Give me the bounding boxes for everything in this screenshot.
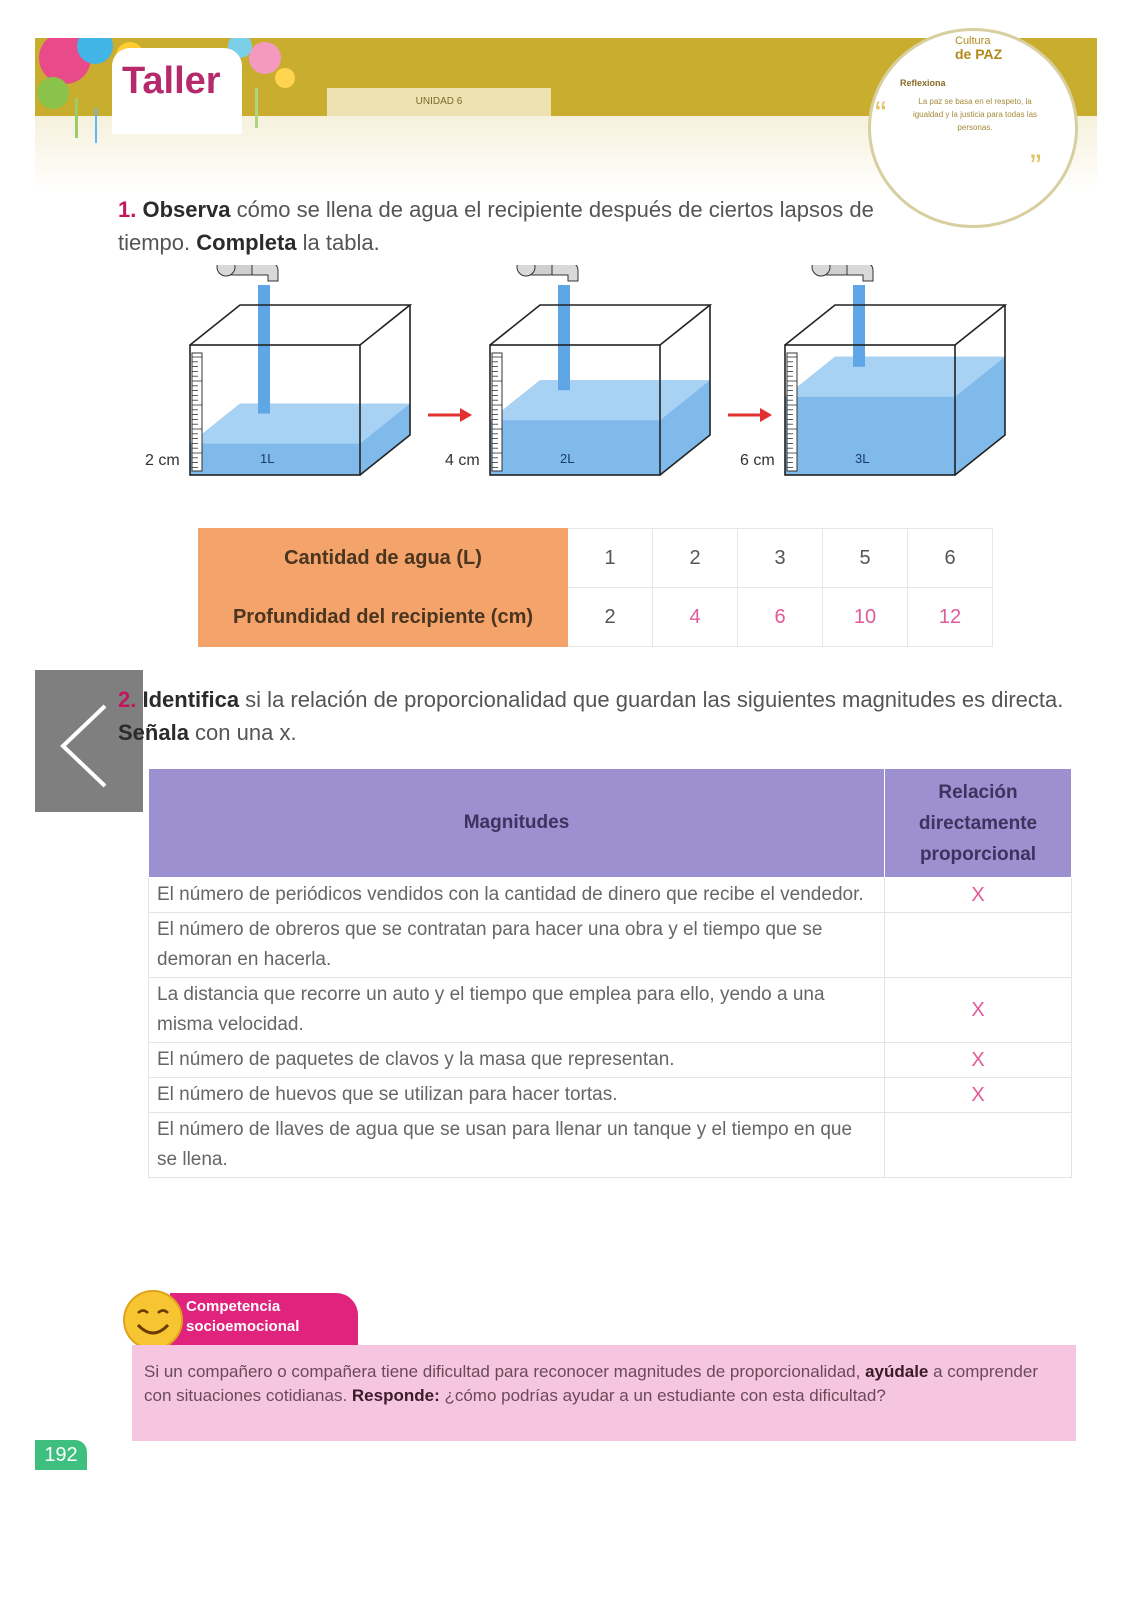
question-2-verb-identifica: Identifica [142, 687, 240, 712]
volume-label: 1L [260, 451, 275, 466]
question-1-number: 1. [118, 197, 137, 222]
question-1-verb-completa: Completa [196, 230, 297, 255]
volume-label: 2L [560, 451, 575, 466]
table-cell: 5 [823, 529, 908, 588]
competencia-label [186, 1297, 299, 1337]
answer-mark [885, 1113, 1072, 1178]
unit-label: UNIDAD 6 [327, 88, 551, 116]
answer-cell: 6 [738, 588, 823, 647]
competencia-label-line2: socioemocional [186, 1318, 300, 1335]
table-row [149, 878, 1072, 913]
magnitude-text: El número de llaves de agua que se usan para llenar un tanque y el tiempo en que se llena. [149, 1113, 885, 1178]
table-row [149, 1043, 1072, 1078]
faucet-spout [552, 265, 578, 281]
competencia-bold-ayudale: ayúdale [865, 1362, 929, 1381]
cultura-paz-title-line1: Cultura [955, 35, 991, 47]
competencia-bold-responde: Responde: [351, 1386, 440, 1405]
column-header-magnitudes: Magnitudes [149, 769, 885, 878]
magnitude-text: El número de obreros que se contratan para hacer una obra y el tiempo que se demoran en hacerla. [149, 913, 885, 978]
competencia-text-b: a comprender con situaciones cotidianas. [144, 1362, 1038, 1405]
question-1-verb-observa: Observa [142, 197, 231, 222]
question-1-text-b: la tabla. [296, 230, 380, 255]
cultura-paz-text: La paz se basa en el respeto, la igualdad y la justicia para todas las personas. [912, 97, 1038, 132]
table-row [149, 1113, 1072, 1178]
answer-mark: X [885, 1043, 1072, 1078]
magnitude-text: El número de huevos que se utilizan para hacer tortas. [149, 1078, 885, 1113]
table-cell: 3 [738, 529, 823, 588]
magnitude-text: La distancia que recorre un auto y el tiempo que emplea para ello, yendo a una misma velocidad. [149, 978, 885, 1043]
table-row [149, 913, 1072, 978]
tank-top-edge [785, 305, 1005, 345]
magnitude-text: El número de periódicos vendidos con la cantidad de dinero que recibe el vendedor. [149, 878, 885, 913]
answer-mark: X [885, 978, 1072, 1043]
row-header-cantidad: Cantidad de agua (L) [199, 529, 568, 588]
arrow-head [760, 408, 772, 422]
tank-top-edge [190, 305, 410, 345]
question-1 [118, 193, 878, 259]
water-tanks-illustration [140, 265, 1040, 505]
answer-cell: 12 [908, 588, 993, 647]
answer-mark: X [885, 1078, 1072, 1113]
open-quote-icon: “ [875, 95, 887, 133]
close-quote-icon: ” [1030, 148, 1042, 186]
competencia-text [144, 1360, 1064, 1408]
answer-cell: 4 [653, 588, 738, 647]
smiley-icon [122, 1289, 184, 1351]
water-stream [853, 285, 865, 367]
table-header-row [149, 769, 1072, 878]
competencia-label-line1: Competencia [186, 1298, 281, 1315]
competencia-text-c: ¿cómo podrías ayudar a un estudiante con esta dificultad? [439, 1386, 886, 1405]
table-row [149, 1078, 1072, 1113]
water-stream [558, 285, 570, 390]
answer-cell: 10 [823, 588, 908, 647]
cultura-paz-title-line2: de PAZ [955, 46, 1003, 62]
table-row [149, 978, 1072, 1043]
competencia-text-a: Si un compañero o compañera tiene dificultad para reconocer magnitudes de proporcionalidad, [144, 1362, 866, 1381]
table-cell: 1 [568, 529, 653, 588]
question-2-text-a: si la relación de proporcionalidad que guardan las siguientes magnitudes es directa. [239, 687, 1064, 712]
table-cell: 6 [908, 529, 993, 588]
table-row [199, 588, 993, 647]
faucet-spout [847, 265, 873, 281]
column-header-relacion: Relación directamente proporcional [885, 769, 1072, 878]
table-row [199, 529, 993, 588]
volume-label: 3L [855, 451, 870, 466]
proportionality-table [148, 768, 1072, 1178]
answer-mark: X [885, 878, 1072, 913]
question-2 [118, 683, 1078, 749]
faucet-spout [252, 265, 278, 281]
magnitude-text: El número de paquetes de clavos y la masa que representan. [149, 1043, 885, 1078]
answer-mark [885, 913, 1072, 978]
depth-label: 6 cm [740, 452, 775, 469]
question-2-number: 2. [118, 687, 137, 712]
water-depth-table [198, 528, 993, 647]
row-header-profundidad: Profundidad del recipiente (cm) [199, 588, 568, 647]
cultura-paz-title [955, 35, 1002, 61]
page-number: 192 [35, 1440, 87, 1470]
question-1-text-a: cómo se llena de agua el recipiente después de ciertos lapsos de tiempo. [118, 197, 874, 255]
cultura-paz-subtitle: Reflexiona [900, 78, 946, 88]
question-2-verb-senala: Señala [118, 720, 189, 745]
table-cell: 2 [653, 529, 738, 588]
arrow-head [460, 408, 472, 422]
question-2-text-b: con una x. [188, 720, 297, 745]
tank-top-edge [490, 305, 710, 345]
depth-label: 4 cm [445, 452, 480, 469]
depth-label: 2 cm [145, 452, 180, 469]
table-cell: 2 [568, 588, 653, 647]
page-title: Taller [122, 60, 221, 102]
